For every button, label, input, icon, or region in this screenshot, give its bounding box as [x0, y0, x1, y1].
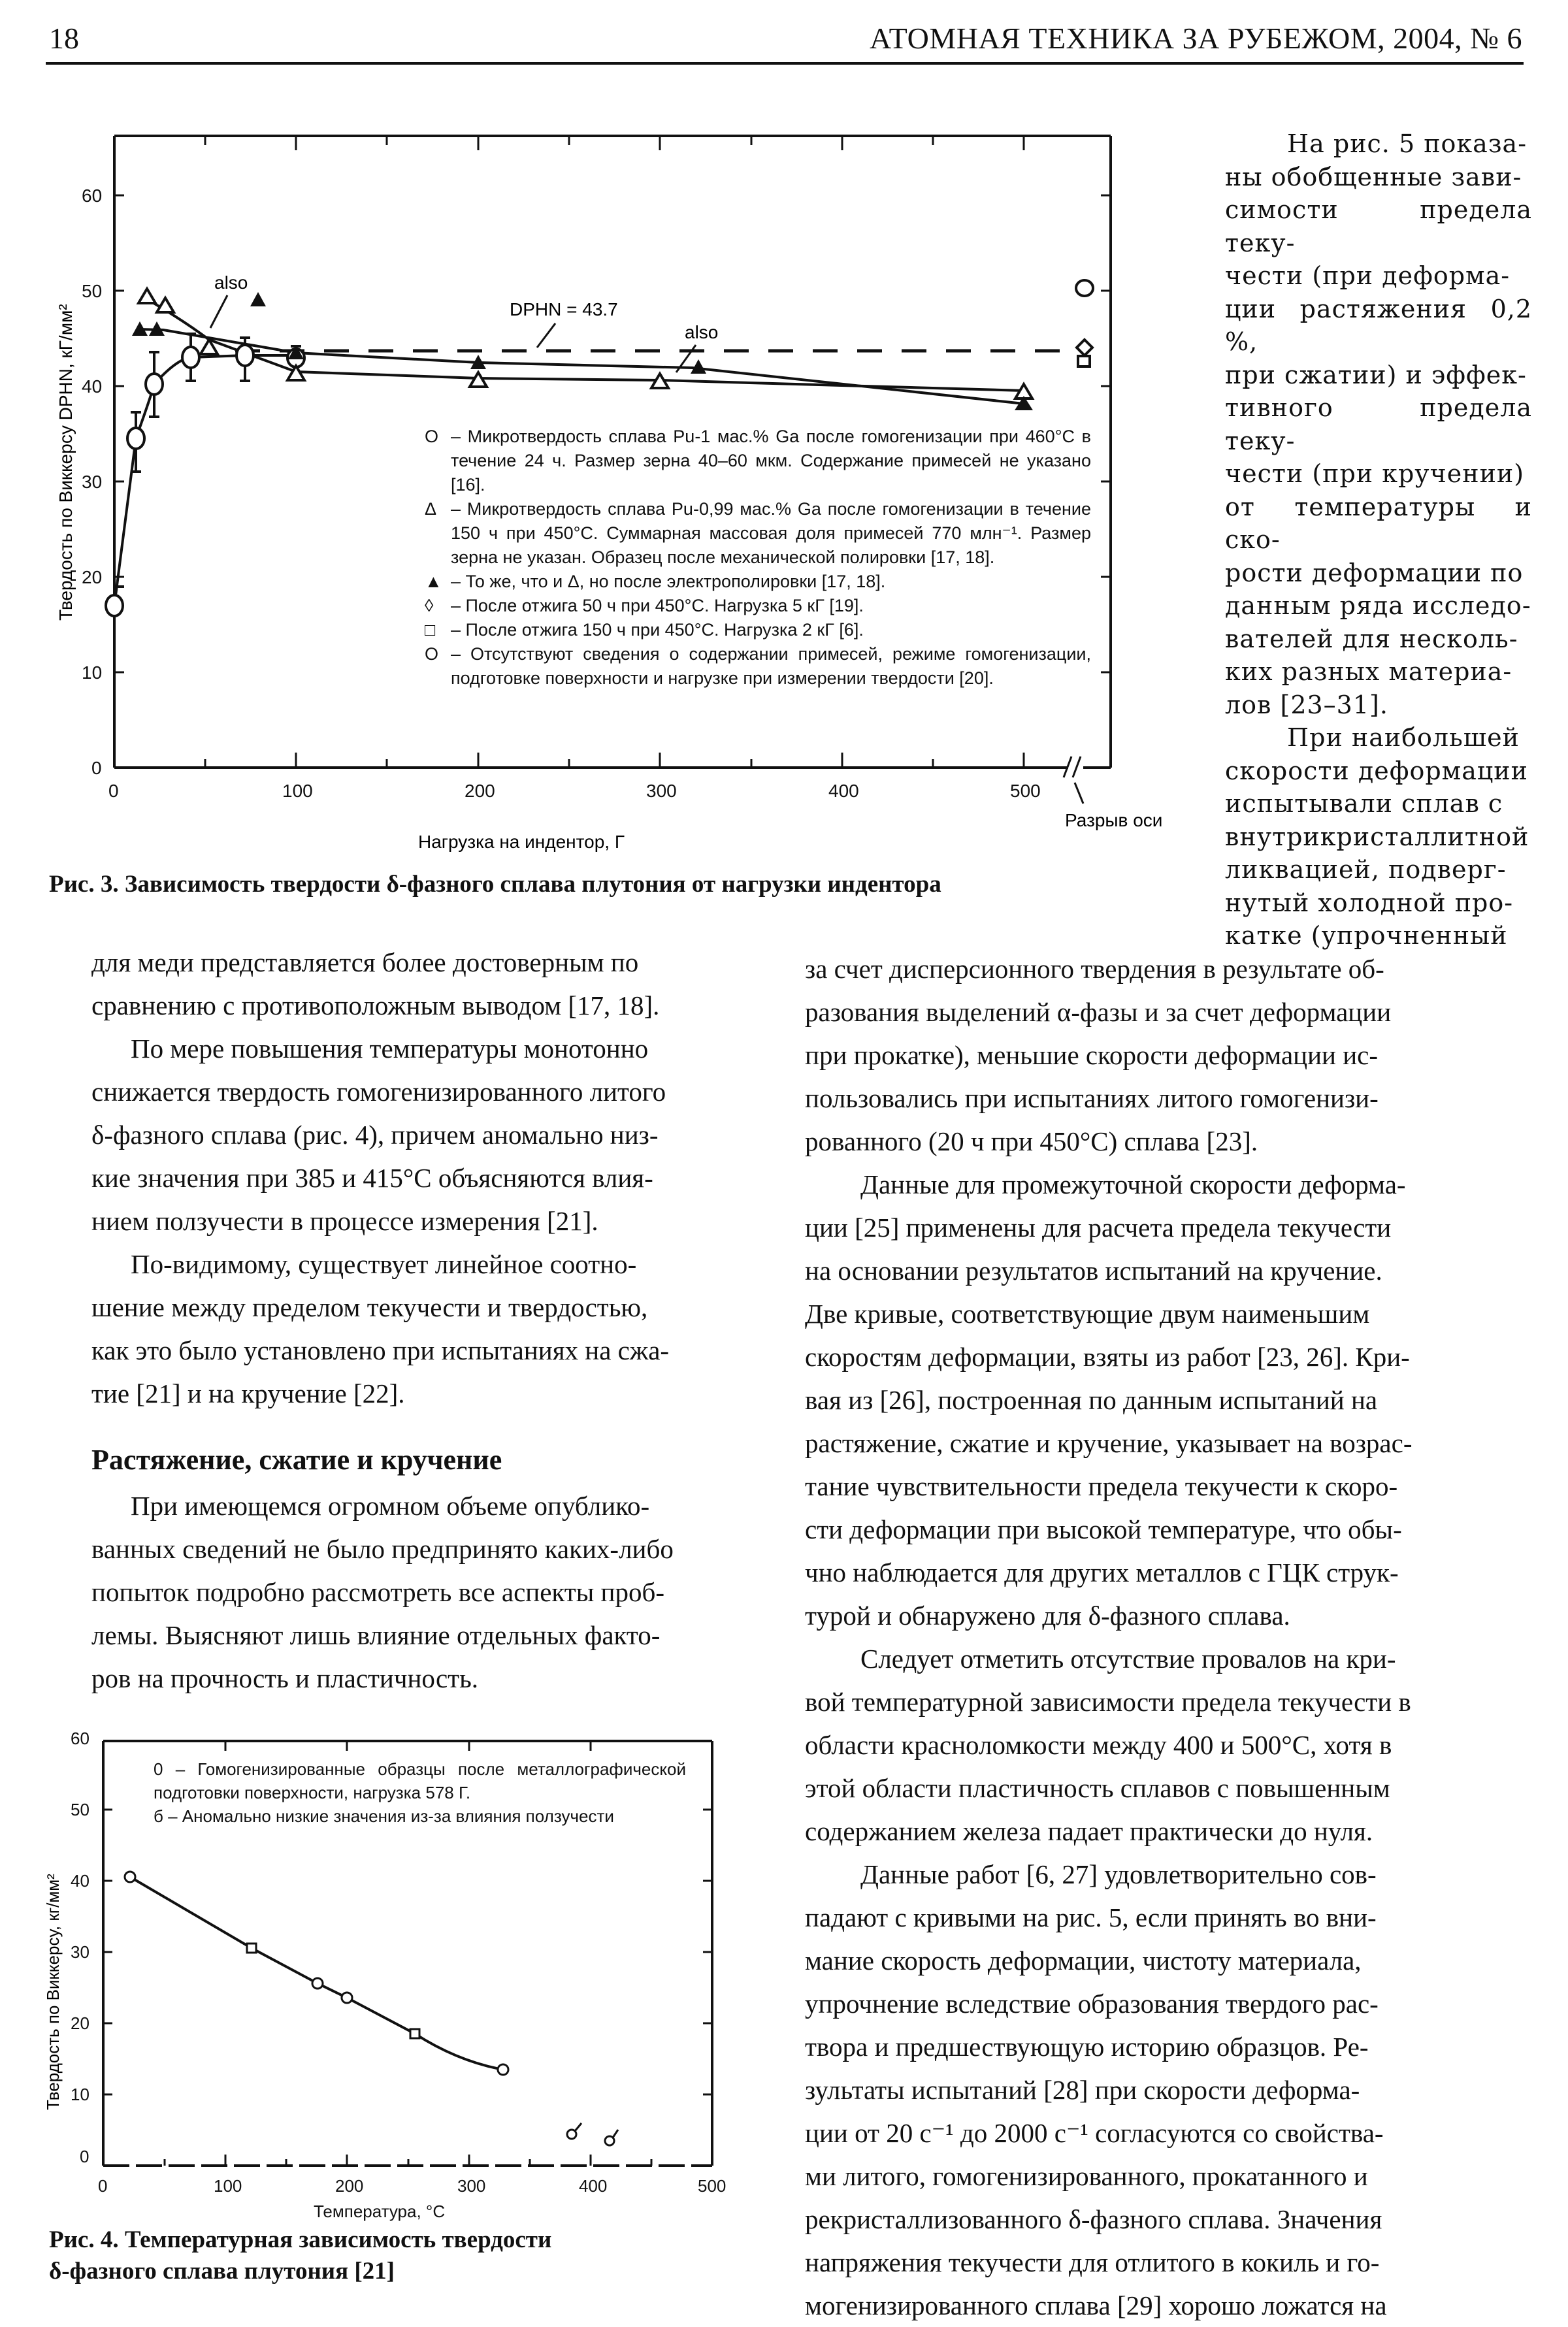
y-tick-30: 30 — [71, 1942, 90, 1962]
x-tick-0: 0 — [108, 781, 119, 801]
figure-3-caption: Рис. 3. Зависимость твердости δ-фазного сплава плутония от нагрузки индентора — [49, 871, 941, 898]
x-tick-0: 0 — [98, 2176, 108, 2196]
legend-item: □ – После отжига 150 ч при 450°С. Нагрузка 2 кГ [6]. — [425, 618, 1091, 642]
legend-item: ▲ – То же, что и Δ, но после электрополировки [17, 18]. — [425, 570, 1091, 594]
y-tick-0: 0 — [91, 758, 102, 778]
page-number: 18 — [49, 22, 79, 55]
filled-triangle-icon: ▲ — [425, 572, 442, 591]
x-tick-400: 400 — [828, 781, 859, 801]
y-tick-60: 60 — [71, 1729, 90, 1748]
figure-4-legend — [154, 1757, 686, 1828]
right-column: за счет дисперсионного твердения в результате об- разования выделений α-фазы и за счет деформации при прокатке), меньшие скорости деформации ис- пользовались при испытаниях литого гомогенизи- рованного (20 ч при 450°С) сплава [23]. Данные для промежуточной скорости деформа- ции [25] применены для расчета предела текучести на основании результатов испытаний на кручение. Две кривые, соответствующие двум наименьшим скоростям деформации, взяты из работ [23, 26]. Кри- вая из [26], построенная по данным испытаний на растяжение, сжатие и кручение, указывает на возрас- тание чувствительности предела текучести к скоро- сти деформации при высокой температуре, что обы- чно наблюдается для других металлов с ГЦК струк- турой и обнаружено для δ-фазного сплава. Следует отметить отсутствие провалов на кри- вой температурной зависимости предела текучести в области красноломкости между 400 и 500°С, хотя в этой области пластичность сплавов с повышенным содержанием железа падает практически до нуля. Данные работ [6, 27] удовлетворительно сов- падают с кривыми на рис. 5, если принять во вни- мание скорость деформации, чистоту материала, упрочнение вследствие образования твердого рас- твора и предшествующую историю образцов. Ре- зультаты испытаний [28] при скорости деформа- ции от 20 с⁻¹ до 2000 с⁻¹ согласуются со свойства- ми литого, гомогенизированного, прокатанного и рекристаллизованного δ-фазного сплава. Значения напряжения текучести для отлитого в кокиль и го- могенизированного сплава [29] хорошо ложатся на — [805, 954, 1413, 2320]
figure-4-caption: Рис. 4. Температурная зависимость твердости δ-фазного сплава плутония [21] — [49, 2226, 552, 2285]
open-circle-icon: O — [425, 427, 439, 446]
y-tick-10: 10 — [82, 662, 103, 683]
open-circle-icon: O — [425, 644, 439, 664]
journal-title: АТОМНАЯ ТЕХНИКА ЗА РУБЕЖОМ, 2004, № 6 — [869, 22, 1522, 55]
legend-item: 0 – Гомогенизированные образцы после металлографической подготовки поверхности, нагрузка 578 Г. — [154, 1759, 686, 1802]
y-tick-60: 60 — [82, 186, 103, 206]
legend-item: O – Микротвердость сплава Pu-1 мас.% Ga после гомогенизации при 460°С в течение 24 ч. Размер зерна 40–60 мкм. Содержание примесей не указано [16]. — [425, 425, 1091, 497]
x-tick-200: 200 — [335, 2176, 364, 2196]
legend-item: Δ – Микротвердость сплава Pu-0,99 мас.% Ga после гомогенизации в течение 150 ч при 450°С. Суммарная массовая доля примесей 770 млн⁻¹. Размер зерна не указан. Образец после механической полировки [17, 18]. — [425, 497, 1091, 570]
header-rule — [46, 62, 1524, 65]
y-tick-40: 40 — [82, 376, 103, 397]
arrow-icon — [1075, 783, 1083, 804]
x-tick-200: 200 — [465, 781, 495, 801]
figure-4 — [26, 1679, 745, 2221]
right-top-text: На рис. 5 показа- ны обобщенные зави- симости предела теку- чести (при деформа- ции растяжения 0,2 %, при сжатии) и эффек- тивного предела теку- чести (при кручении) от температуры и ско- рости деформации по данным ряда исследо- вателей для несколь- ких разных материа- лов [23–31]. При наибольшей скорости деформации испытывали сплав с внутрикристаллитной ликвацией, подверг- нутый холодной про- катке (упрочненный — [1225, 129, 1532, 950]
y-tick-0: 0 — [80, 2147, 90, 2166]
y-tick-10: 10 — [71, 2085, 90, 2104]
y-tick-40: 40 — [71, 1871, 90, 1891]
x-axis-label: Нагрузка на индентор, Г — [418, 832, 625, 852]
x-tick-100: 100 — [282, 781, 313, 801]
x-tick-400: 400 — [579, 2176, 608, 2196]
figure-3 — [39, 124, 1202, 856]
x-tick-300: 300 — [646, 781, 677, 801]
left-column: для меди представляется более достоверным по сравнению с противоположным выводом [17, 18]. По мере повышения температуры монотонно снижается твердость гомогенизированного литого δ-фазного сплава (рис. 4), причем аномально низ- кие значения при 385 и 415°С объясняются влия- нием ползучести в процессе измерения [21]. По-видимому, существует линейное соотно- шение между пределом текучести и твердостью, как это было установлено при испытаниях на сжа- тие [21] и на кручение [22]. Растяжение, сжатие и кручение При имеющемся огромном объеме опублико- ванных сведений не было предпринято каких-либо попыток подробно рассмотреть все аспекты проб- лемы. Выясняют лишь влияние отдельных факто- ров на прочность и пластичность. — [91, 941, 728, 1700]
square-icon: □ — [425, 620, 436, 640]
axis-break-label: Разрыв оси — [1065, 810, 1163, 830]
legend-item: б – Аномально низкие значения из-за влияния ползучести — [154, 1806, 614, 1826]
x-tick-100: 100 — [214, 2176, 242, 2196]
figure-3-legend — [425, 425, 1091, 691]
also-annotation-2: also — [685, 322, 719, 342]
section-heading: Растяжение, сжатие и кручение — [91, 1444, 502, 1476]
data-line — [130, 1877, 503, 2070]
y-tick-20: 20 — [82, 567, 103, 587]
also-annotation-1: also — [214, 272, 248, 293]
diamond-icon: ◊ — [425, 596, 434, 615]
y-tick-50: 50 — [82, 281, 103, 301]
y-tick-20: 20 — [71, 2013, 90, 2033]
open-triangle-icon: Δ — [425, 499, 437, 519]
x-tick-300: 300 — [457, 2176, 486, 2196]
legend-item: O – Отсутствуют сведения о содержании примесей, режиме гомогенизации, подготовке поверхности и нагрузке при измерении твердости [20]. — [425, 642, 1091, 691]
x-tick-500: 500 — [698, 2176, 727, 2196]
y-tick-30: 30 — [82, 472, 103, 492]
x-tick-500: 500 — [1010, 781, 1041, 801]
dphn-annotation: DPHN = 43.7 — [510, 299, 618, 319]
y-axis-label: Твердость по Виккерсу DPHN, кГ/мм² — [56, 304, 76, 621]
y-tick-50: 50 — [71, 1800, 90, 1819]
y-axis-label: Твердость по Виккерсу, кг/мм² — [43, 1874, 63, 2110]
x-axis-label: Температура, °С — [314, 2202, 446, 2221]
legend-item: ◊ – После отжига 50 ч при 450°С. Нагрузка 5 кГ [19]. — [425, 594, 1091, 618]
